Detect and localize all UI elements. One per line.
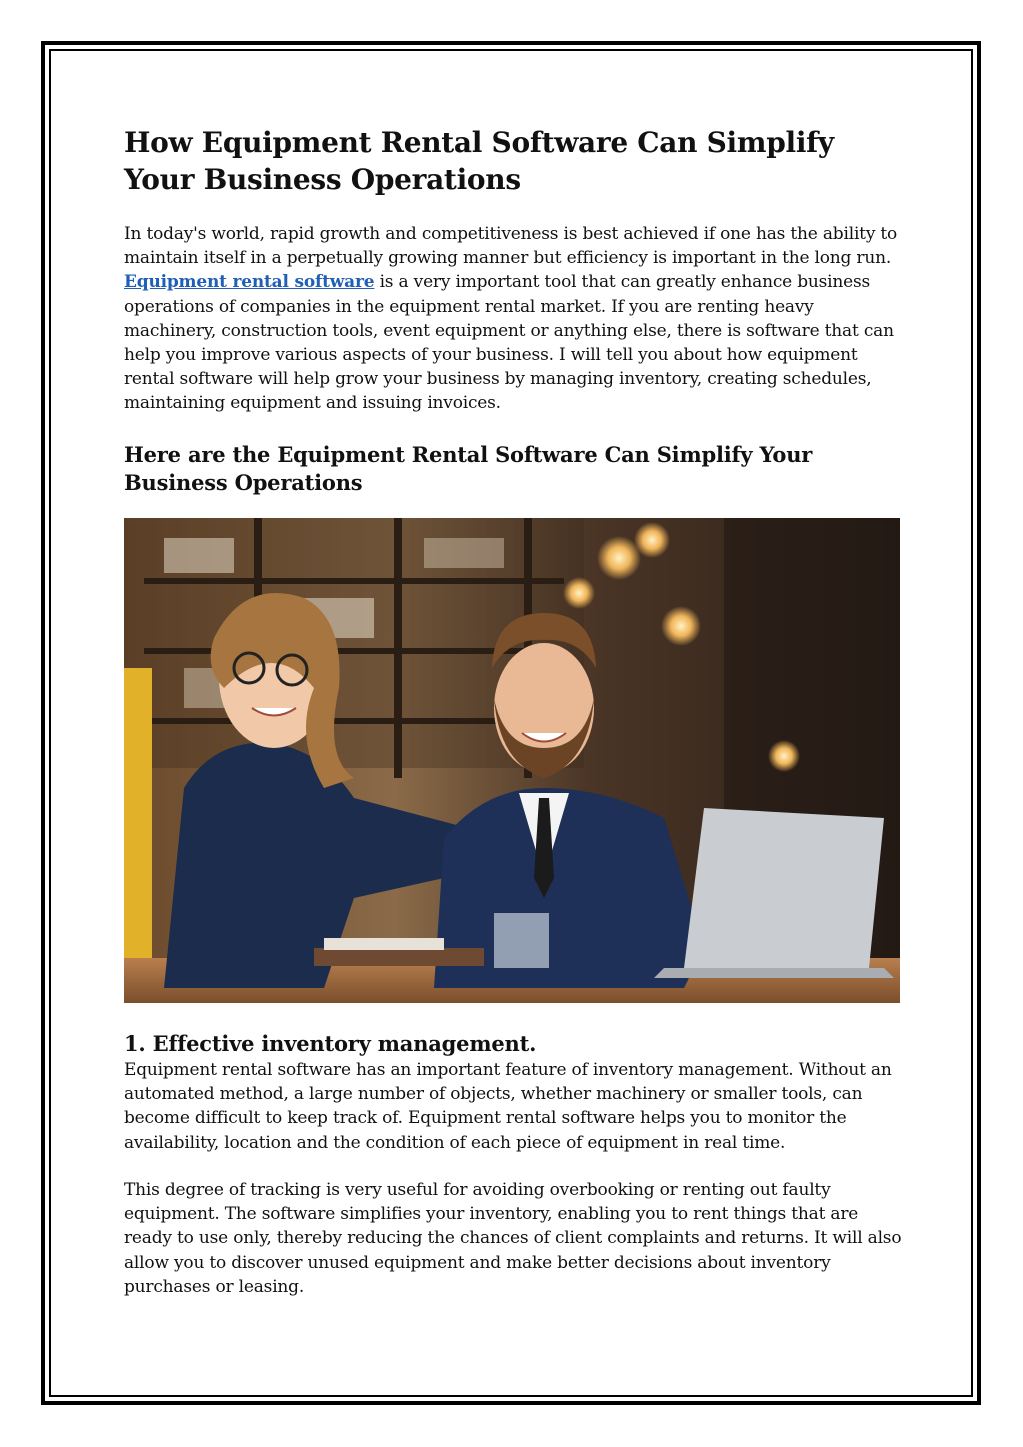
equipment-rental-software-link[interactable]: Equipment rental software xyxy=(124,272,375,293)
page-title: How Equipment Rental Software Can Simplify Your Business Operations xyxy=(124,126,834,196)
intro-paragraph xyxy=(124,222,904,416)
document-content xyxy=(124,124,904,1297)
section-subheading: Here are the Equipment Rental Software Can Simplify Your Business Operations xyxy=(124,442,813,495)
inventory-paragraph-2: This degree of tracking is very useful for avoiding overbooking or renting out faulty equipment. The software simplifies your inventory, enabling you to rent things that are ready to use only, thereby reducing the chances of client complaints and returns. It will also allow you to discover unused equipment and make better decisions about inventory purchases or leasing. xyxy=(124,1180,902,1297)
business-meeting-photo xyxy=(124,518,900,1003)
inventory-management-heading: 1. Effective inventory management. xyxy=(124,1031,537,1056)
intro-text-end: is a very important tool that can greatly enhance business operations of companies in the equipment rental market. If you are renting heavy machinery, construction tools, event equipment or anything else, there is software that can help you improve various aspects of your business. I will tell you about how equipment rental software will help grow your business by managing inventory, creating schedules, maintaining equipment and issuing invoices. xyxy=(124,272,894,414)
inventory-paragraph-1: Equipment rental software has an important feature of inventory management. Without an automated method, a large number of objects, whether machinery or smaller tools, can become difficult to keep track of. Equipment rental software helps you to monitor the availability, location and the condition of each piece of equipment in real time. xyxy=(124,1060,892,1153)
intro-text-start: In today's world, rapid growth and competitiveness is best achieved if one has the ability to maintain itself in a perpetually growing manner but efficiency is important in the long run. xyxy=(124,224,898,269)
